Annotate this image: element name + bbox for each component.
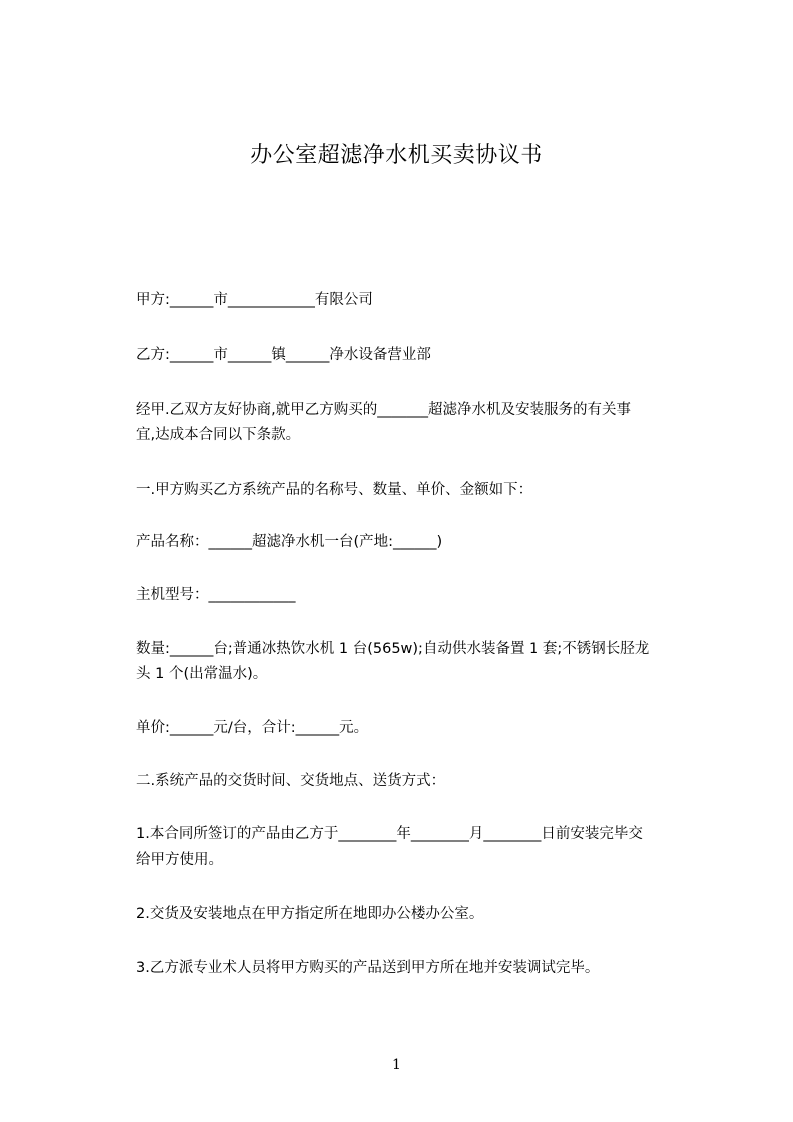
document-title: 办公室超滤净水机买卖协议书 [250,143,543,168]
preamble-line-2: 宜,达成本合同以下条款。 [136,427,301,443]
section-1-heading: 一.甲方购买乙方系统产品的名称号、数量、单价、金额如下： [136,482,533,498]
model-line: 主机型号：____________ [136,587,296,603]
unit-price-line: 单价:______元/台，合计:______元。 [136,720,369,736]
item-2-1-line-2: 给甲方使用。 [136,852,223,868]
item-2-2-line: 2.交货及安装地点在甲方指定所在地即办公楼办公室。 [136,906,484,922]
party-b-line: 乙方:______市______镇______净水设备营业部 [136,347,431,363]
preamble-line-1: 经甲.乙双方友好协商,就甲乙方购买的_______超滤净水机及安装服务的有关事 [136,402,631,418]
quantity-line-2: 头 1 个(出常温水)。 [136,666,268,682]
section-2-heading: 二.系统产品的交货时间、交货地点、送货方式： [136,773,446,789]
product-name-line: 产品名称：______超滤净水机一台(产地:______) [136,534,443,550]
item-2-3-line: 3.乙方派专业术人员将甲方购买的产品送到甲方所在地并安装调试完毕。 [136,960,600,976]
party-a-line: 甲方:______市____________有限公司 [136,292,373,308]
item-2-1-line-1: 1.本合同所签订的产品由乙方于________年________月________日前安装完毕交 [136,826,643,842]
page-number: 1 [392,1057,401,1073]
quantity-line-1: 数量:______台;普通冰热饮水机 1 台(565w);自动供水装备置 1 套;不锈钢长胫龙 [136,641,650,657]
